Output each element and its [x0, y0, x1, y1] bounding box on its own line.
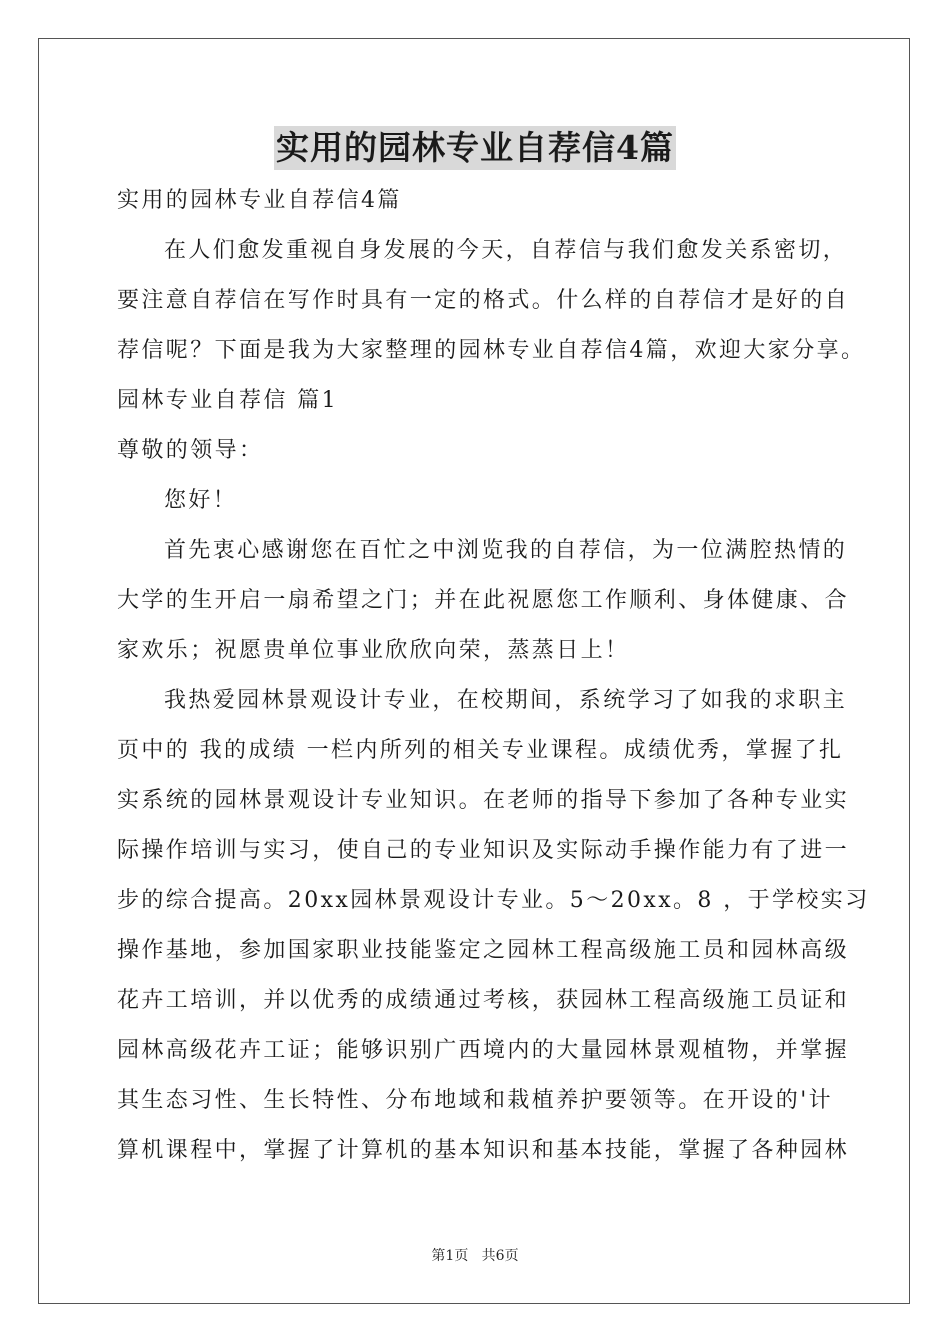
- page-number: 第1页 共6页: [431, 1248, 519, 1264]
- paragraph-line: 花卉工培训，并以优秀的成绩通过考核，获园林工程高级施工员证和: [117, 988, 850, 1013]
- paragraph-line: 大学的生开启一扇希望之门；并在此祝愿您工作顺利、身体健康、合: [117, 588, 850, 613]
- salutation-line: 尊敬的领导：: [117, 438, 264, 463]
- document-title: 实用的园林专业自荐信4篇: [274, 126, 676, 170]
- paragraph-line: 其生态习性、生长特性、分布地域和栽植养护要领等。在开设的'计: [117, 1088, 834, 1113]
- paragraph-line: 荐信呢？下面是我为大家整理的园林专业自荐信4篇，欢迎大家分享。: [117, 338, 866, 363]
- page-footer: [0, 1246, 950, 1266]
- paragraph-line: 操作基地，参加国家职业技能鉴定之园林工程高级施工员和园林高级: [117, 938, 850, 963]
- paragraph-line: 我热爱园林景观设计专业，在校期间，系统学习了如我的求职主: [164, 688, 848, 713]
- paragraph-line: 首先衷心感谢您在百忙之中浏览我的自荐信，为一位满腔热情的: [164, 538, 848, 563]
- paragraph-line: 要注意自荐信在写作时具有一定的格式。什么样的自荐信才是好的自: [117, 288, 850, 313]
- paragraph-line: 页中的 我的成绩 一栏内所列的相关专业课程。成绩优秀，掌握了扎: [117, 738, 844, 763]
- document-body: [117, 176, 870, 1176]
- paragraph-line: 园林高级花卉工证；能够识别广西境内的大量园林景观植物，并掌握: [117, 1038, 850, 1063]
- paragraph-line: 际操作培训与实习，使自己的专业知识及实际动手操作能力有了进一: [117, 838, 850, 863]
- paragraph-line: 在人们愈发重视自身发展的今天，自荐信与我们愈发关系密切，: [164, 238, 848, 263]
- paragraph-line: 实系统的园林景观设计专业知识。在老师的指导下参加了各种专业实: [117, 788, 850, 813]
- title-area: [0, 126, 950, 170]
- paragraph-line: 算机课程中，掌握了计算机的基本知识和基本技能，掌握了各种园林: [117, 1138, 850, 1163]
- subtitle-line: 实用的园林专业自荐信4篇: [117, 188, 402, 213]
- paragraph-line: 家欢乐；祝愿贵单位事业欣欣向荣，蒸蒸日上！: [117, 638, 630, 663]
- paragraph-line: 步的综合提高。20xx园林景观设计专业。5～20xx。8 ，于学校实习: [117, 888, 870, 913]
- section-heading: 园林专业自荐信 篇1: [117, 388, 338, 413]
- greeting-line: 您好！: [164, 488, 238, 513]
